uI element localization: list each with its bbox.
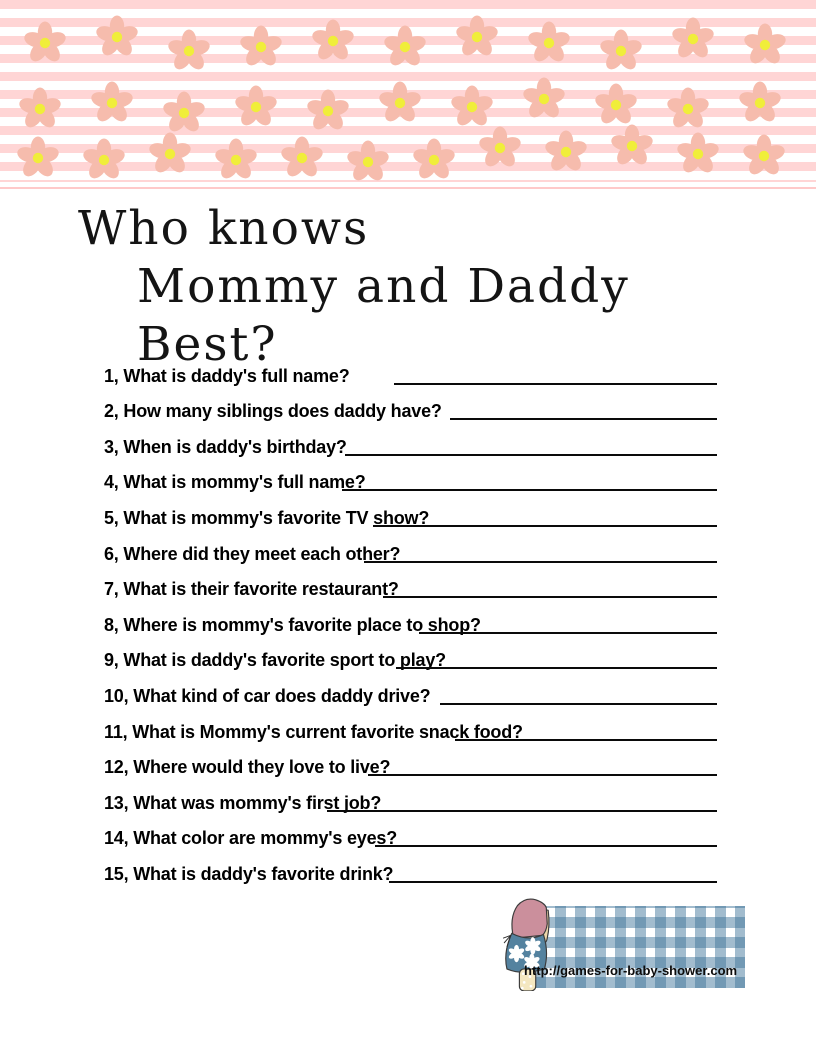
answer-line (440, 703, 717, 705)
question-row (104, 816, 717, 852)
question-row (104, 638, 717, 674)
flower-icon (543, 131, 588, 174)
flower-icon (233, 86, 278, 129)
question-text: 10, What kind of car does daddy drive? (104, 685, 431, 706)
question-row (104, 424, 717, 460)
question-row (104, 495, 717, 531)
flower-icon (305, 90, 350, 133)
flower-icon (741, 135, 786, 178)
flower-icon (477, 127, 522, 170)
question-row (104, 389, 717, 425)
question-text: 11, What is Mommy's current favorite snack food? (104, 721, 523, 742)
flower-icon (411, 139, 456, 182)
flower-icon (15, 137, 60, 180)
question-row (104, 353, 717, 389)
question-row (104, 851, 717, 887)
flower-icon (161, 92, 206, 135)
flower-icon (598, 30, 643, 73)
question-text: 6, Where did they meet each other? (104, 543, 401, 564)
flower-icon (310, 20, 355, 63)
title-line-1: Who knows (78, 201, 370, 256)
answer-line (396, 667, 717, 669)
answer-line (375, 845, 717, 847)
question-text: 15, What is daddy's favorite drink? (104, 863, 394, 884)
question-row (104, 567, 717, 603)
flower-icon (665, 88, 710, 131)
flower-icon (17, 88, 62, 131)
flower-row-graphic (0, 0, 816, 182)
question-text: 14, What color are mommy's eyes? (104, 828, 397, 849)
flower-icon (147, 133, 192, 176)
flower-icon (89, 82, 134, 125)
flower-icon (213, 139, 258, 182)
flower-icon (238, 26, 283, 69)
flower-icon (526, 22, 571, 65)
answer-line (383, 596, 717, 598)
question-text: 12, Where would they love to live? (104, 757, 391, 778)
banner-accent-line (0, 187, 816, 189)
question-text: 4, What is mommy's full name? (104, 472, 366, 493)
answer-line (345, 454, 717, 456)
question-row (104, 709, 717, 745)
question-row (104, 780, 717, 816)
answer-line (450, 418, 717, 420)
question-row (104, 745, 717, 781)
answer-line (364, 561, 717, 563)
question-row (104, 602, 717, 638)
answer-line (342, 489, 717, 491)
footer (485, 891, 747, 993)
questions-list (104, 353, 717, 887)
answer-line (394, 383, 717, 385)
question-row (104, 673, 717, 709)
question-text: 1, What is daddy's full name? (104, 365, 350, 386)
answer-line (389, 881, 717, 883)
question-text: 5, What is mommy's favorite TV show? (104, 507, 430, 528)
answer-line (373, 525, 717, 527)
flower-icon (382, 26, 427, 69)
floral-banner (0, 0, 816, 182)
flower-icon (609, 125, 654, 168)
page-title (78, 200, 778, 374)
flower-icon (737, 82, 782, 125)
answer-line (368, 774, 717, 776)
flower-icon (675, 133, 720, 176)
flower-icon (22, 22, 67, 65)
title-line-2: Mommy and Daddy Best? (137, 259, 630, 372)
flower-icon (166, 30, 211, 73)
answer-line (327, 810, 717, 812)
flower-icon (377, 82, 422, 125)
flower-icon (94, 16, 139, 59)
flower-icon (81, 139, 126, 182)
flower-icon (454, 16, 499, 59)
flower-icon (521, 78, 566, 121)
answer-line (419, 632, 717, 634)
question-text: 8, Where is mommy's favorite place to shop? (104, 614, 481, 635)
flower-icon (670, 18, 715, 61)
question-text: 2, How many siblings does daddy have? (104, 401, 442, 422)
flower-icon (593, 84, 638, 127)
question-text: 13, What was mommy's first job? (104, 792, 382, 813)
flower-icon (345, 141, 390, 183)
flower-icon (279, 137, 324, 180)
question-row (104, 460, 717, 496)
website-url: http://games-for-baby-shower.com (524, 963, 738, 978)
answer-line (455, 739, 717, 741)
question-text: 9, What is daddy's favorite sport to play? (104, 650, 446, 671)
question-row (104, 531, 717, 567)
question-text: 7, What is their favorite restaurant? (104, 579, 399, 600)
flower-icon (449, 86, 494, 129)
question-text: 3, When is daddy's birthday? (104, 436, 347, 457)
flower-icon (742, 24, 787, 67)
